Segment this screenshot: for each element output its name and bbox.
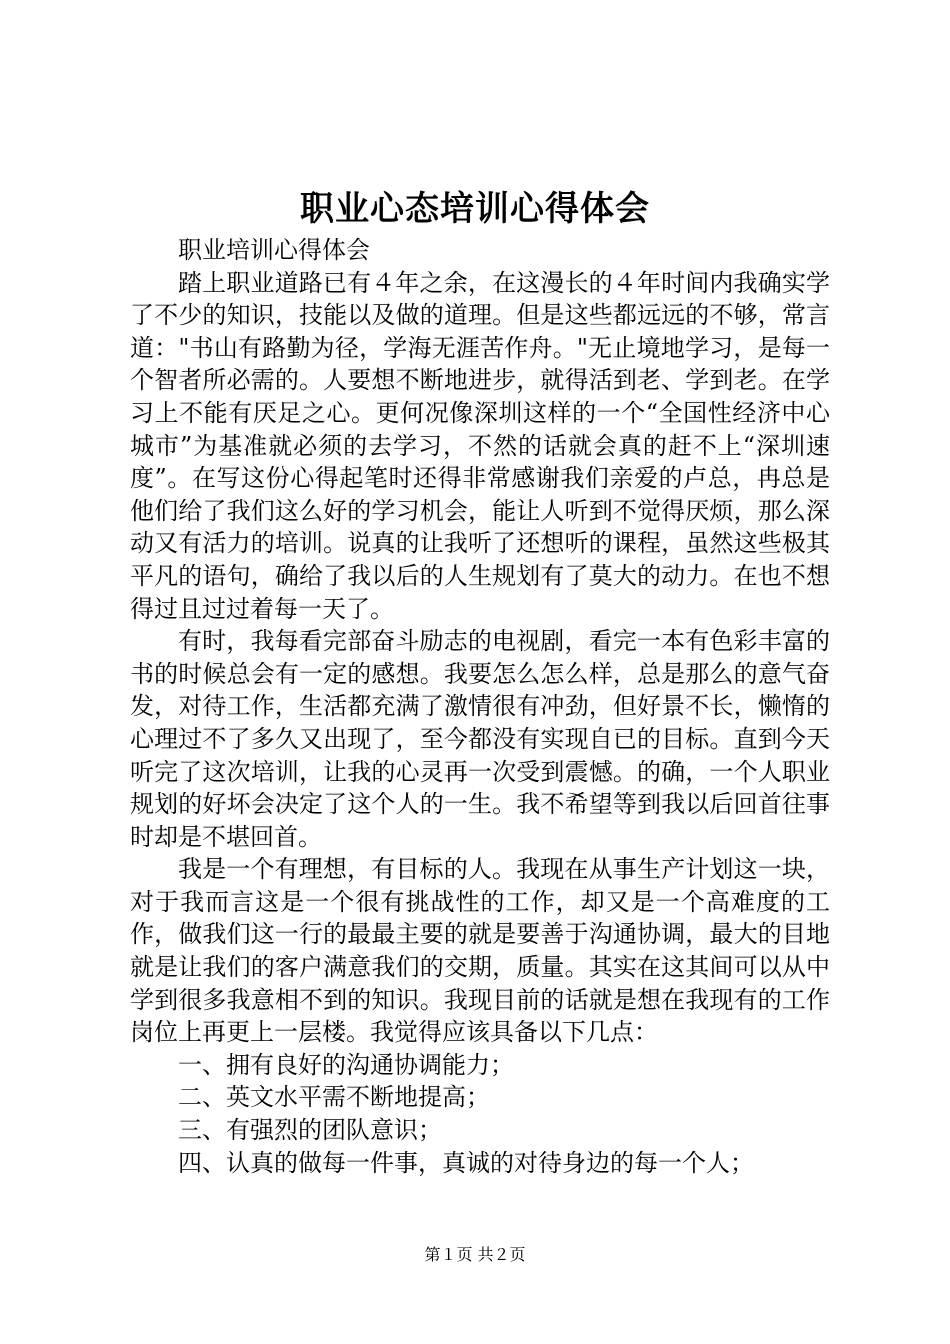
list-item-2: 二、英文水平需不断地提高； <box>178 1083 490 1112</box>
document-title: 职业心态培训心得体会 <box>300 189 650 229</box>
page-footer: 第１页 共２页 <box>424 1245 526 1264</box>
paragraph-3: 我是一个有理想，有目标的人。我现在从事生产计划这一块，对于我而言这是一个很有挑战性的工作，却又是一个高难度的工作，做我们这一行的最最主要的就是要善于沟通协调，最大的目地就是让我们的客户满意我们的交期，质量。其实在这其间可以从中学到很多我意相不到的知识。我现目前的话就是想在我现有的工作岗位上再更上一层楼。我觉得应该具备以下几点： <box>130 855 830 1047</box>
list-item-3: 三、有强烈的团队意识； <box>178 1116 442 1145</box>
list-item-1: 一、拥有良好的沟通协调能力； <box>178 1050 514 1079</box>
paragraph-1: 踏上职业道路已有４年之余，在这漫长的４年时间内我确实学了不少的知识，技能以及做的道理。但是这些都远远的不够，常言道："书山有路勤为径，学海无涯苦作舟。"无止境地学习，是每一个智者所必需的。人要想不断地进步，就得活到老、学到老。在学习上不能有厌足之心。更何况像深圳这样的一个“全国性经济中心城市”为基准就必须的去学习，不然的话就会真的赶不上“深圳速度”。在写这份心得起笔时还得非常感谢我们亲爱的卢总，冉总是他们给了我们这么好的学习机会，能让人听到不觉得厌烦，那么深动又有活力的培训。说真的让我听了还想听的课程，虽然这些极其平凡的语句，确给了我以后的人生规划有了莫大的动力。在也不想得过且过过着每一天了。 <box>130 268 830 623</box>
list-item-4: 四、认真的做每一件事，真诚的对待身边的每一个人； <box>178 1148 754 1177</box>
document-body <box>130 234 830 1179</box>
paragraph-2: 有时，我每看完部奋斗励志的电视剧，看完一本有色彩丰富的书的时候总会有一定的感想。我要怎么怎么样，总是那么的意气奋发，对待工作，生活都充满了激情很有冲劲，但好景不长，懒惰的心理过不了多久又出现了，至今都没有实现自已的目标。直到今天听完了这次培训，让我的心灵再一次受到震憾。的确，一个人职业规划的好坏会决定了这个人的一生。我不希望等到我以后回首往事时却是不堪回首。 <box>130 627 830 851</box>
paragraph-subtitle: 职业培训心得体会 <box>178 236 370 264</box>
